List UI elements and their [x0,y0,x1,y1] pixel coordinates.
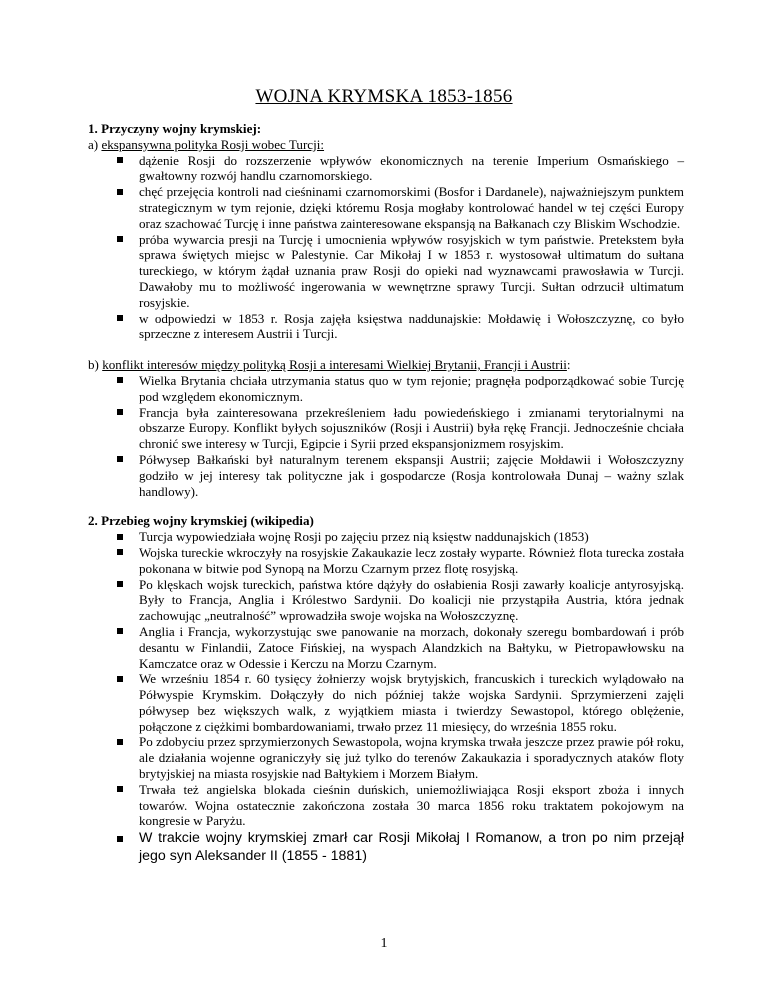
section-1b-subheading [88,357,684,373]
bullet-icon [114,529,126,545]
list-item-text: Wojska tureckie wkroczyły na rosyjskie Zakaukazie lecz zostały wyparte. Również flota turecka została pokonana w bitwie pod Synopą na Morzu Czarnym przez flotę rosyjską. [139,544,684,576]
section-1b-prefix: b) [88,357,103,373]
bullet-icon [114,577,126,593]
list-item [114,782,684,829]
bullet-icon [114,624,126,640]
list-item-text: Turcja wypowiedziała wojnę Rosji po zajęciu przez nią księstw naddunajskich (1853) [139,529,589,545]
section-2-list [88,529,684,865]
list-item-text: Anglia i Francja, wykorzystując swe panowanie na morzach, dokonały szeregu bombardowań i prób desantu w Finlandii, Zatoce Fińskiej, na wyspach Alandzkich na Bałtyku, w Pietropawłowsku na Kamczatce oraz w Odessie i Kerczu na Morzu Czarnym. [139,623,684,671]
bullet-icon [114,452,126,468]
list-item-text: Półwysep Bałkański był naturalnym terenem ekspansji Austrii; zajęcie Mołdawii i Wołoszczyzny godziło w jej interesy tak polityczne jak i gospodarcze (Rosja kontrolowała Dunaj – ważny szlak handlowy). [139,451,684,499]
bullet-icon [114,373,126,389]
list-item [114,405,684,452]
bullet-icon [114,782,126,798]
section-1a-list [88,153,684,343]
list-item [114,452,684,499]
bullet-icon [114,311,126,327]
list-item-text: Trwała też angielska blokada cieśnin duńskich, uniemożliwiająca Rosji eksport zboża i innych towarów. Wojna ostatecznie zakończona została 30 marca 1856 roku traktatem pokojowym na kongresie w Paryżu. [139,781,684,829]
list-item-text: chęć przejęcia kontroli nad cieśninami czarnomorskimi (Bosfor i Dardanele), najważniejszym punktem strategicznym w tym rejonie, dzięki któremu Rosja mogłaby kontrolować handel w tej części Europy oraz szachować Turcję i inne państwa zainteresowane ekspansją na Bałkanach czy Bliskim Wschodzie. [139,184,684,231]
section-1a-title: ekspansywna polityka Rosji wobec Turcji: [101,136,325,152]
section-2-heading: 2. Przebieg wojny krymskiej (wikipedia) [88,513,314,529]
bullet-icon [114,405,126,421]
list-item-text: We wrześniu 1854 r. 60 tysięcy żołnierzy wojsk brytyjskich, francuskich i tureckich wylądowało na Półwyspie Krymskim. Dołączyły do nich później także wojska Sardynii. Sprzymierzeni zajęli półwysep bez większych walk, z wyjątkiem miasta i twierdzy Sewastopol, którego oblężenie, połączone z ciężkimi bombardowaniami, trwało przez 11 miesięcy, do września 1855 roku. [139,671,684,734]
bullet-icon [114,831,126,849]
bullet-icon [114,232,126,248]
list-item [114,671,684,734]
section-1-heading: 1. Przyczyny wojny krymskiej: [88,121,262,136]
page-number: 1 [380,936,388,951]
section-1b-title: konflikt interesów między polityką Rosji a interesami Wielkiej Brytanii, Francji i Austrii [102,357,567,373]
document-content [88,121,684,865]
section-1b-list [88,373,684,499]
list-item [114,311,684,343]
list-item-text: Po zdobyciu przez sprzymierzonych Sewastopola, wojna krymska trwała jeszcze przez prawie pół roku, ale działania wojenne ograniczyły się już tylko do terenów Zakaukazia i sporadycznych ataków floty brytyjskiej na miasta rosyjskie nad Bałtykiem i Morzem Białym. [139,734,684,782]
list-item-text: Po klęskach wojsk tureckich, państwa które dążyły do osłabienia Rosji zawarły koalicje antyrosyjską. Były to Francja, Anglia i Królestwo Sardynii. Do koalicji nie przystąpiła Austria, która jednak zachowując „neutralność” wprowadziła swoje wojska na Wołoszczyznę. [139,576,684,624]
bullet-icon [114,153,126,169]
list-item-text: Wielka Brytania chciała utrzymania status quo w tym rejonie; pragnęła podporządkować sobie Turcję pod względem ekonomicznym. [139,372,684,404]
list-item [114,153,684,185]
list-item-text: dążenie Rosji do rozszerzenie wpływów ekonomicznych na terenie Imperium Osmańskiego – gwałtowny rozwój handlu czarnomorskiego. [139,152,684,184]
list-item [114,184,684,231]
section-1a-prefix: a) [88,136,102,152]
list-item-text: W trakcie wojny krymskiej zmarł car Rosji Mikołaj I Romanow, a tron po nim przejął jego syn Aleksander II (1855 - 1881) [139,830,684,865]
list-item [114,577,684,624]
bullet-icon [114,184,126,200]
list-item [114,624,684,671]
list-item [114,545,684,577]
bullet-icon [114,734,126,750]
list-item-text: w odpowiedzi w 1853 r. Rosja zajęła księstwa naddunajskie: Mołdawię i Wołoszczyznę, co było sprzeczne z interesem Austrii i Turcji. [139,310,684,342]
list-item [114,734,684,781]
bullet-icon [114,671,126,687]
list-item [114,373,684,405]
document-title: WOJNA KRYMSKA 1853-1856 [255,86,513,107]
section-1b-suffix: : [566,357,571,373]
list-item [114,232,684,311]
bullet-icon [114,545,126,561]
list-item-text: próba wywarcia presji na Turcję i umocnienia wpływów rosyjskich w tym państwie. Pretekstem była sprawa świętych miejsc w Palestynie. Car Mikołaj I w 1853 r. wystosował ultimatum do sułtana tureckiego, w którym żądał uznania praw Rosji do opieki nad wyznawcami prawosławia w Turcji. Dawałoby mu to możliwość ingerowania w wewnętrzne sprawy Turcji. Sułtan odrzucił ultimatum rosyjskie. [139,231,684,310]
section-1a-subheading [88,137,684,153]
list-item [114,829,684,865]
list-item-text: Francja była zainteresowana przekreśleniem ładu powiedeńskiego i zmianami terytorialnymi na obszarze Europy. Konflikt byłych sojuszników (Rosji i Austrii) była rękę Francji. Jednocześnie chciała chronić swe interesy w Turcji, Egipcie i Syrii przed ekspansjonizmem rosyjskim. [139,404,684,452]
list-item [114,529,684,545]
